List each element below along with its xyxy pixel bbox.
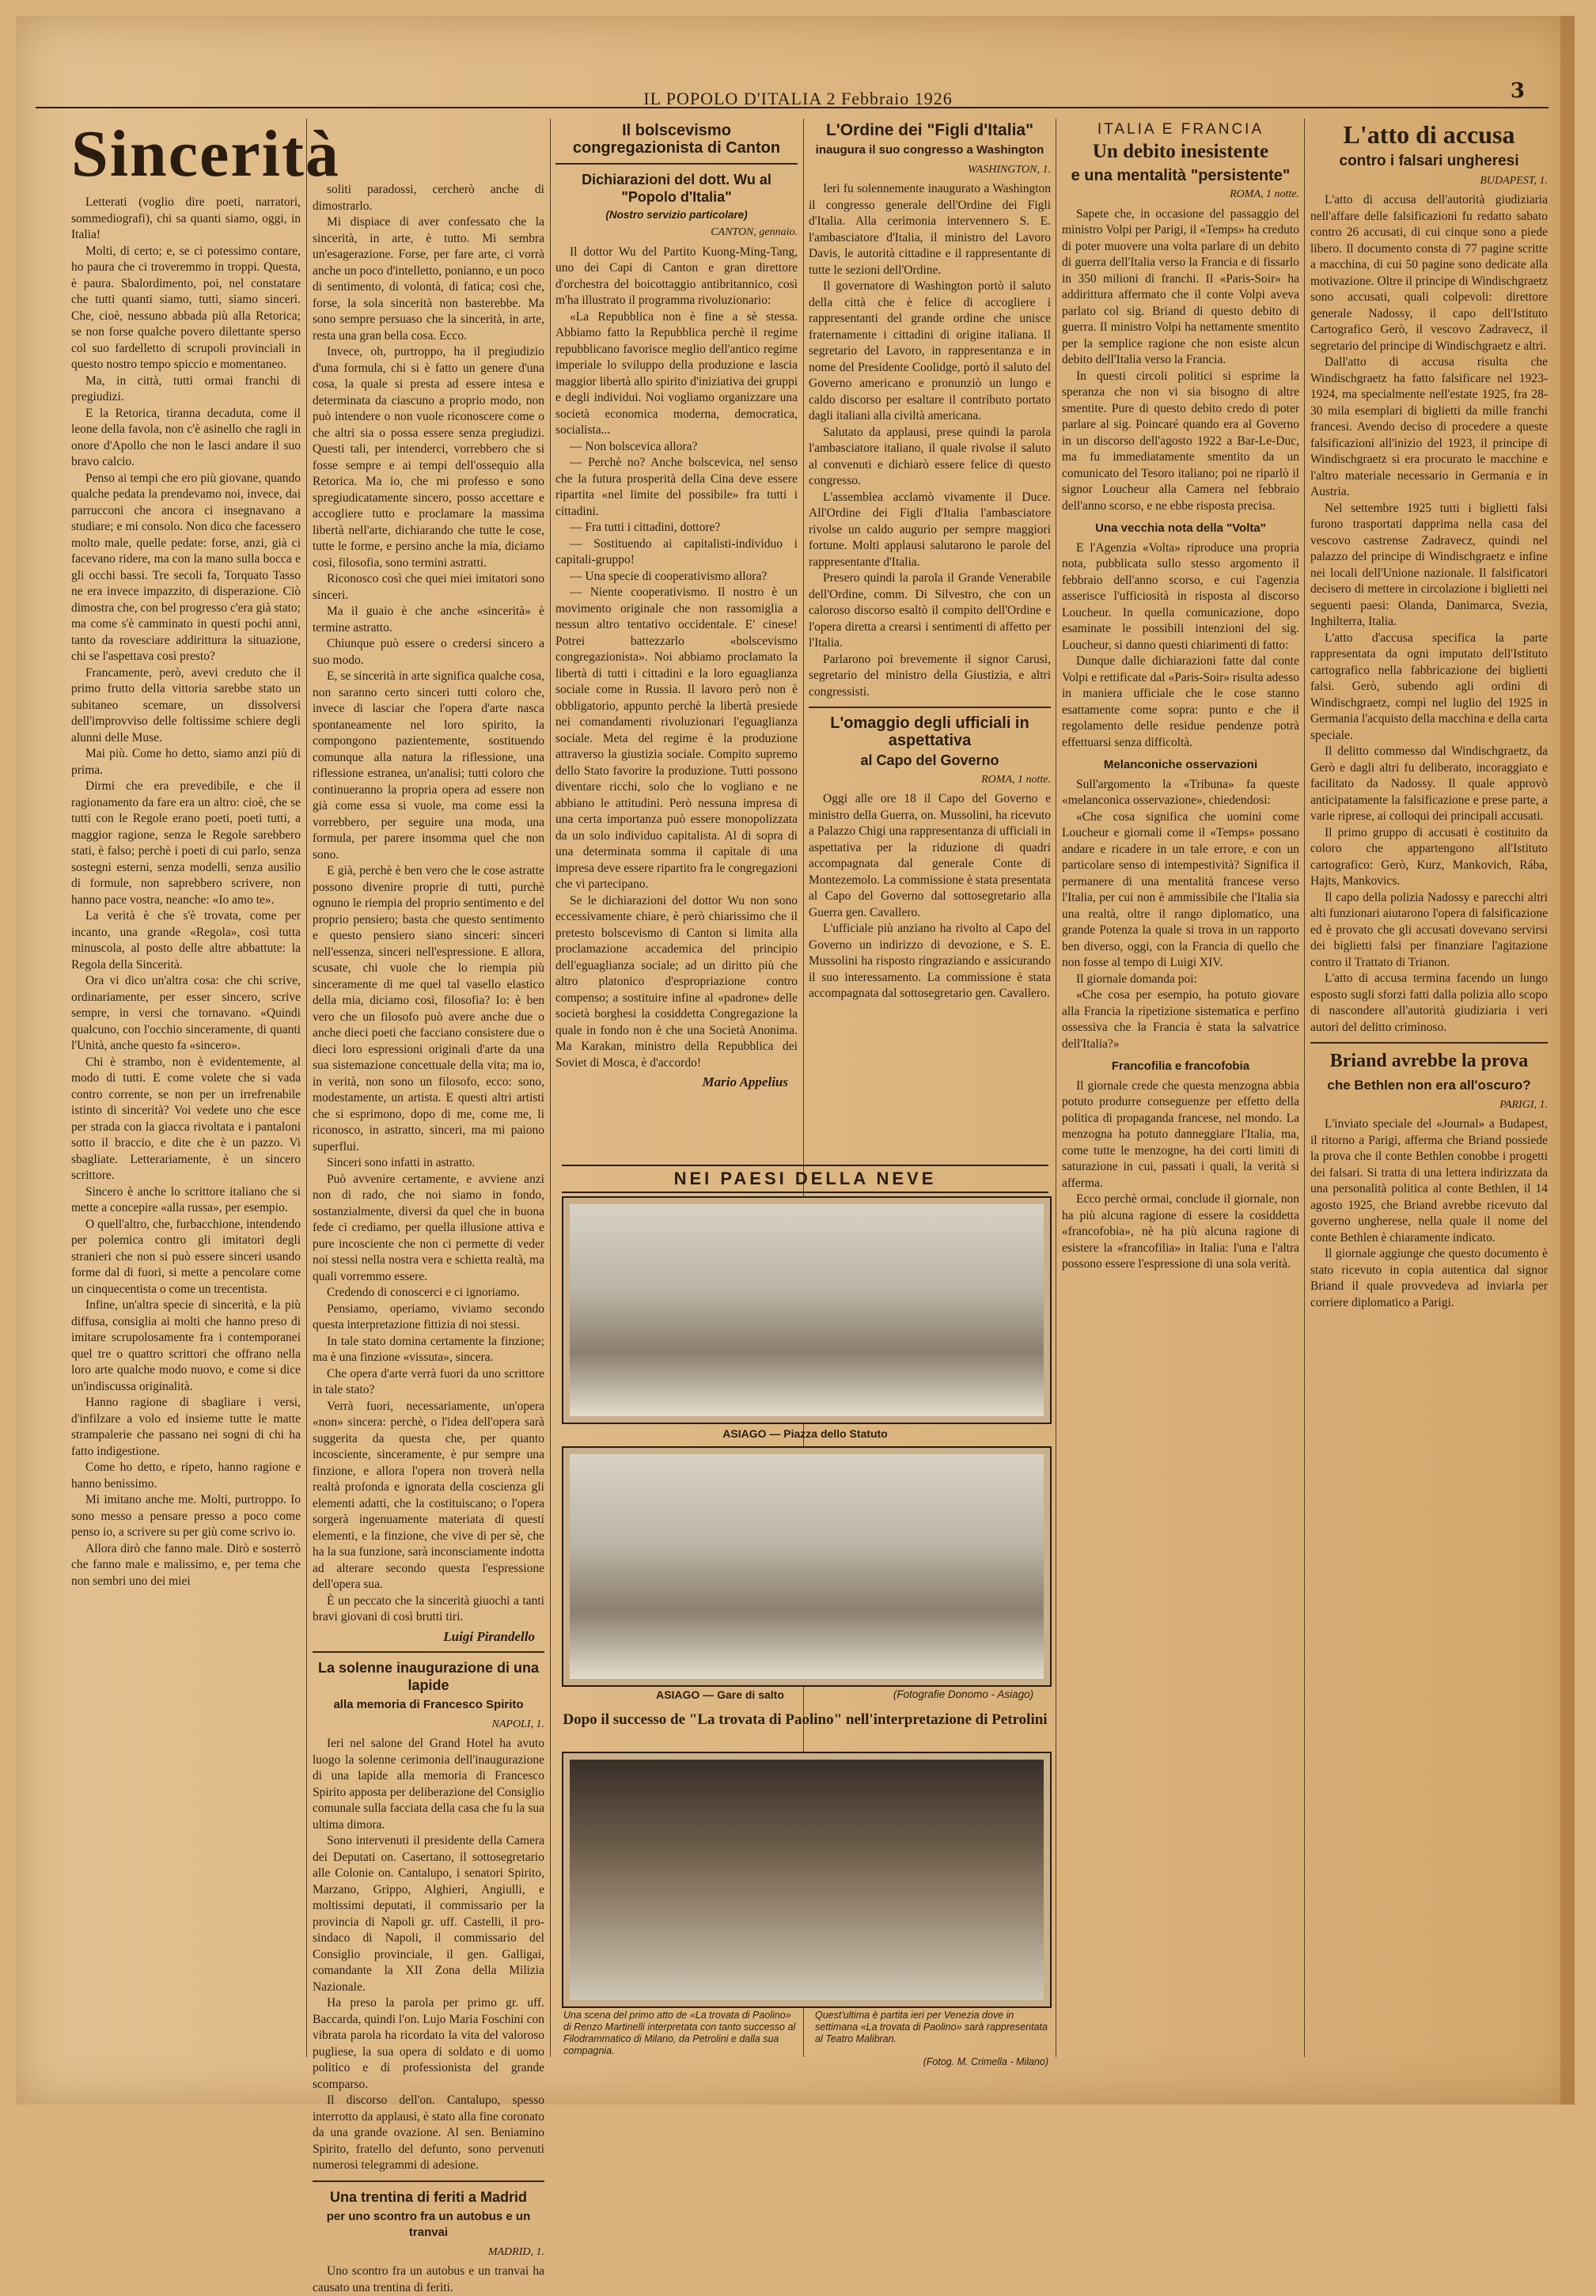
- article-title: Un debito inesistente: [1092, 140, 1269, 162]
- column-rule: [1304, 119, 1305, 2057]
- paragraph: — Perchè no? Anche bolscevica, nel senso che la futura prosperità della Cina deve essere ripartita «nel limite del possibile» fra tutti i cittadini.: [555, 456, 798, 518]
- paragraph: Dirmi che era prevedibile, e che il ragionamento da fare era un altro: cioè, che se tutti con le Regole erano poeti, poeti tutti, a maggior ragione, senza le Regole sarebbero stati, è falso; perchè i poeti di cui parlo, senza sostegni esterni, senza modelli, senza ausilio di formule, non saprebbero scrivere, non hanno pace vostra, neanche: «Io amo te».: [71, 779, 301, 907]
- paragraph: Oggi alle ore 18 il Capo del Governo e ministro della Guerra, on. Mussolini, ha ricevuto a Palazzo Chigi una rappresentanza di ufficiali in aspettativa per la riduzione di quadri accompagnata dal generale Conte di Montezemolo. La commissione è stata presentata al Capo del Governo dal sottosegretario alla Guerra gen. Cavallero.: [809, 792, 1051, 919]
- dateline: WASHINGTON, 1.: [968, 163, 1051, 176]
- photo-section-title: NEI PAESI DELLA NEVE: [562, 1165, 1048, 1193]
- article-subtitle: inaugura il suo congresso a Washington: [815, 143, 1044, 157]
- paragraph: Nel settembre 1925 tutti i biglietti falsi furono trasportati dapprima nella casa del vescovo castrense Zadravecz, quindi nel palazzo del principe di Windischgraetz e infine nei locali dell'Unione nazionale. Il falsificatori decisero di mettere in circolazione i biglietti nei seguenti paesi: Olanda, Danimarca, Svezia, Inghilterra, Italia.: [1310, 501, 1548, 628]
- section-heading: Francofilia e francofobia: [1111, 1059, 1250, 1073]
- paragraph: E già, perchè è ben vero che le cose astratte possono divenire proprie di tutti, purchè ognuno le riempia del proprio sentimento e del proprio pensiero; basta che questo sentimento e questo pensiero siano sinceri: sinceri nell'essenza, sinceri nell'espressione. E allora, scusate, chi vuole che lo riempia più sinceramente di me quel tal vasello elastico della mia, diciamo così, filosofia? Io: è ben vero che un filosofo può avere anche due o anche dieci poeti che facciano consistere due o dieci loro espressioni originali d'arte da una sua sistemazione concettuale della vita; ma io, in verità, non sono un filosofo, ecco: sono, modestamente, un artista. E questi altri artisti che si esprimono, dopo di me, come me, li riconosco, in astratto, sinceri, ma mi paiono superflui.: [313, 864, 544, 1154]
- separator: [809, 707, 1051, 708]
- article-subtitle: per uno scontro fra un autobus e un tranvai: [326, 2209, 531, 2239]
- paragraph: L'atto di accusa dell'autorità giudiziaria nell'affare delle falsificazioni fu redatto sabato contro 26 accusati, di cui cinque sono a piede libero. Il documento consta di 77 pagine scritte a macchina, di cui 50 pagine sono dedicate alla motivazione. Oltre il principe di Windischgraetz sono accusati, quali colpevoli: direttore generale Nadossy, il capo dell'Istituto Cartografico Gerò, il vescovo Zadravecz, il segretario del principe di Windischgraetz e altri.: [1310, 193, 1548, 353]
- paragraph: Presero quindi la parola il Grande Venerabile dell'Ordine, comm. Di Silvestro, che con un caloroso discorso esaltò il compito dell'Ordine e l'opera diretta a crearsi i sentimenti di affetto per l'Italia.: [809, 571, 1051, 650]
- paragraph: Francamente, però, avevi creduto che il primo frutto della vittoria sarebbe stato un subitaneo scemare, un dissolversi dell'improvviso delle foltissime schiere degli alunni delle Muse.: [71, 665, 301, 744]
- paragraph: In tale stato domina certamente la finzione; ma è una finzione «vissuta», sincera.: [313, 1334, 544, 1364]
- paragraph: «La Repubblica non è fine a sè stessa. Abbiamo fatto la Repubblica perchè il regime repubblicano favorisce meglio dell'antico regime imperiale lo sviluppo della produzione e lascia maggior libertà allo spirito d'iniziativa dei gruppi e degli individui. Noi vogliamo organizzare una società economica moderna, democratica, socialista...: [555, 309, 798, 437]
- paragraph: Sinceri sono infatti in astratto.: [327, 1156, 476, 1169]
- paragraph: Il delitto commesso dal Windischgraetz, da Gerò e dagli altri fu deliberato, incoraggiato e facilitato da Nadossy. Il quale approvò anticipatamente la falsificazione e prese parte, a varie riprese, ai colloqui dei principali accusati.: [1310, 744, 1548, 823]
- photo-caption-right: Quest'ultima è partita ieri per Venezia dove in settimana «La trovata di Paolino» sarà rappresentata al Teatro Malibran.: [815, 2010, 1048, 2044]
- paragraph: Ecco perchè ormai, conclude il giornale, non ha più alcuna ragione di essere la cosiddetta «francofobia», nè ha più alcuna ragione di esistere la «francofilia» in Italia: l'una e l'altra possono essere l'espressione di una sola verità.: [1062, 1192, 1299, 1271]
- byline: Luigi Pirandello: [443, 1628, 535, 1644]
- paragraph: Ma il guaio è che anche «sincerità» è termine astratto.: [313, 604, 544, 635]
- dateline: PARIGI, 1.: [1499, 1098, 1548, 1111]
- section-heading: Una vecchia nota della "Volta": [1095, 521, 1266, 535]
- paragraph: L'inviato speciale del «Journal» a Budapest, il ritorno a Parigi, afferma che Briand possiede la prova che il conte Bethlen conobbe i progetti dei falsari. Si tratta di una lettera indirizzata da una personalità politica al conte Bethlen, il 14 agosto 1925, che Briand avrebbe ricevuto dal governo ungherese, nella quale il nome del conte Bethlen è chiaramente indicato.: [1310, 1117, 1548, 1245]
- photo-asiago-salto: [562, 1446, 1052, 1687]
- column-5: [1062, 119, 1299, 2057]
- kicker: ITALIA E FRANCIA: [1097, 121, 1264, 138]
- paragraph: In questi circoli politici si esprime la speranza che non vi sia bisogno di altre smentite. Pure di questo debito credo di poter parlare al sig. Poincaré quando era al Governo in un discorso dell'agosto 1922 a Bar-Le-Duc, ma fu immediatamente smentito da un comunicato del Tesoro italiano; poi ne riparlò il signor Loucheur alla Camera nel febbraio dell'anno scorso, e ne ebbe risposta precisa.: [1062, 369, 1299, 513]
- article-title: Sincerità: [71, 117, 340, 191]
- dateline: NAPOLI, 1.: [491, 1718, 544, 1730]
- photo-asiago-piazza: [562, 1196, 1052, 1424]
- paragraph: La verità è che s'è trovata, come per incanto, una grande «Regola», così tutta minuscola, al posto delle altre abbattute: la Regola della Sincerità.: [71, 909, 301, 972]
- article-subtitle: che Bethlen non era all'oscuro?: [1327, 1078, 1531, 1093]
- photo-caption-left: Una scena del primo atto de «La trovata di Paolino» di Renzo Martinelli interpretata con tanto successo al Filodrammatico di Milano, da Petrolini e dalla sua compagnia.: [563, 2010, 796, 2056]
- paragraph: — Sostituendo ai capitalisti-individuo i capitali-gruppo!: [555, 536, 798, 566]
- paragraph: Il discorso dell'on. Cantalupo, spesso interrotto da applausi, è stato alla fine coronato da una grande ovazione. Al sen. Beniamino Spirito, fratello del defunto, sono pervenuti numerosi telegrammi di adesione.: [313, 2093, 544, 2172]
- paragraph: Letterati (voglio dire poeti, narratori, sommediografi), chi sa quanti siamo, oggi, in Italia!: [71, 195, 301, 241]
- paragraph: Riconosco così che quei miei imitatori sono sinceri.: [313, 572, 544, 602]
- paragraph: — Niente cooperativismo. Il nostro è un movimento originale che non rassomiglia a nessun altro tentativo occidentale. E' cinese! Potrei battezzarlo «bolscevismo congregazionista». Noi abbiamo proclamato la libertà di tutti i cittadini e la loro eguaglianza sociale come in Russia. Il lavoro però non è obbligatorio, appunto perchè la libertà presiede nei comandamenti rivoluzionari l'eguaglianza sociale. Meta del regime è la produzione attraverso la giustizia sociale. Compito supremo dello Stato favorire la produzione. Tutti possono diventare ricchi, solo che lo vogliano e ne abbiano le attitudini. Però nessuna impresa di una certa importanza può essere monopolizzata da un solo individuo capitalista. Al di sopra di una determinata somma il capitale di una impresa deve essere ripartito fra le congregazioni che vi partecipano.: [555, 585, 798, 891]
- article-title: L'atto di accusa: [1343, 120, 1515, 149]
- paragraph: L'atto d'accusa specifica la parte rappresentata da ogni imputato dell'Istituto cartografico nella fabbricazione dei biglietti falsi. Gerò, subendo agli ordini di Windischgraetz, compì nel luglio del 1925 in Germania l'acquisto della macchina e della carta speciale.: [1310, 631, 1548, 742]
- article-title: Briand avrebbe la prova: [1329, 1051, 1529, 1071]
- paragraph: Pensiamo, operiamo, viviamo secondo questa interpretazione fittizia di noi stessi.: [313, 1301, 544, 1332]
- paragraph: Sull'argomento la «Tribuna» fa queste «melanconica osservazione», chiedendosi:: [1062, 777, 1299, 807]
- column-2: [313, 119, 544, 2294]
- paragraph: Può avvenire certamente, e avviene anzi non di rado, che noi siamo in fondo, sostanzialmente, diversi da quel che in buona fede ci crediamo, per quella illusione attiva e pure incosciente che non ci permette di veder noi stessi nella nostra vera e schietta realtà, ma quali vorremmo essere.: [313, 1172, 544, 1283]
- paragraph: — Non bolscevica allora?: [570, 439, 698, 453]
- separator: [1310, 1042, 1548, 1044]
- paragraph: Hanno ragione di sbagliare i versi, d'infilzare a volo ed insieme tutte le matte strampalerie che passano nei sogni di chi ha fatto indigestione.: [71, 1396, 301, 1458]
- paragraph: Che opera d'arte verrà fuori da uno scrittore in tale stato?: [313, 1366, 544, 1396]
- section-heading: Melanconiche osservazioni: [1103, 758, 1258, 771]
- dateline: MADRID, 1.: [487, 2245, 544, 2258]
- article-title: Una trentina di feriti a Madrid: [329, 2188, 528, 2205]
- article-subtitle: al Capo del Governo: [860, 752, 999, 768]
- paragraph: Ora vi dico un'altra cosa: che chi scrive, ordinariamente, per esser sincero, scrive sempre, in versi che tornavano. «Quindi qualcuno, con l'occhio sinceramente, di quanti l'Unità, anche questo fa «sincero».: [71, 974, 301, 1052]
- paragraph: Il giornale crede che questa menzogna abbia potuto produrre conseguenze per effetto della politica di propaganda francese, nel mondo. La menzogna ha potuto danneggiare l'Italia, ma, come tutte le menzogne, ha dei corti limiti di saturazione in cui, passati i quali, la verità si afferma.: [1062, 1078, 1299, 1190]
- paragraph: Sono intervenuti il presidente della Camera dei Deputati on. Casertano, il sottosegretario alle Colonie on. Cantalupo, i senatori Spirito, Marzano, Grippo, Alghieri, Angiulli, e moltissimi deputati, il commissario per la provincia di Napoli gr. uff. Castelli, il pro-sindaco di Napoli, il commissario del Consiglio provinciale, il gen. Galligai, comandante la XII Zona della Milizia Nazionale.: [313, 1834, 544, 1994]
- article-subtitle: Dichiarazioni del dott. Wu al "Popolo d'Italia": [582, 172, 771, 205]
- paragraph: «Che cosa significa che uomini come Loucheur e giornali come il «Temps» possano andare e ricadere in un tale errore, e con un particolare senso di intempestività? Significa il permanere di una mentalità francese verso l'Italia, per cui non è ammissibile che l'Italia sia una realtà, oltre il rango diplomatico, una grande Potenza la quale si trova in un rapporto ben diverso, oggi, con la Francia di quello che non fosse al tempo di Luigi XIV.: [1062, 809, 1299, 969]
- photo-credit: (Fotog. M. Crimella - Milano): [923, 2056, 1048, 2067]
- paragraph: Mi dispiace di aver confessato che la sincerità, in arte, è tutto. Mi sembra un'esagerazione. Forse, per fare arte, ci vorrà anche un poco d'intelletto, ponianno, e un poco di sentimento, di volontà, di fatica; così che, forse, la sola sincerità non basterebbe. Ma sono sempre persuaso che la sincerità, in arte, resta una gran bella cosa. Ecco.: [313, 215, 544, 343]
- paragraph: O quell'altro, che, furbacchione, intendendo per polemica contro gli imitatori degli stranieri che non si può essere sinceri usando forme dal di fuori, si mette a pencolare come un cinquecentista o come un trecentista.: [71, 1217, 301, 1296]
- photo-credit: (Fotografie Donomo - Asiago): [893, 1688, 1034, 1700]
- paragraph: È un peccato che la sincerità giuochi a tanti bravi giovani di così brutti tiri.: [313, 1593, 544, 1623]
- paragraph: — Una specie di cooperativismo allora?: [570, 569, 768, 583]
- paragraph: Allora dirò che fanno male. Dirò e sosterrò che fanno male e malissimo, e, per tema che non sembri uno dei miei: [71, 1541, 301, 1588]
- article-title: La solenne inaugurazione di una lapide: [317, 1660, 540, 1693]
- paragraph: Ma, in città, tutti ormai franchi di pregiudizi.: [71, 373, 301, 404]
- article-note: (Nostro servizio particolare): [605, 209, 748, 221]
- paragraph: L'ufficiale più anziano ha rivolto al Capo del Governo un indirizzo di devozione, e S. E. Mussolini ha risposto ringraziando e assicurando il suo interessamento. La commissione è stata accompagnata dal sottosegretario gen. Cavallero.: [809, 922, 1051, 1000]
- column-3: [555, 119, 798, 1155]
- paragraph: Ha preso la parola per primo gr. uff. Baccarda, quindi l'on. Lujo Maria Foschini con vibrata parola ha ricordato la vita del valoroso pugliese, la sua opera di soldato e di uomo politico e di professionista del grande scomparso.: [313, 1996, 544, 2091]
- paragraph: L'atto di accusa termina facendo un lungo esposto sugli sforzi fatti dalla polizia allo scopo di nascondere all'autorità giudiziaria i veri autori del delitto criminoso.: [1310, 972, 1548, 1034]
- paragraph: Uno scontro fra un autobus e un tranvai ha causato una trentina di feriti.: [313, 2264, 544, 2294]
- column-rule: [306, 119, 307, 2057]
- dateline: CANTON, gennaio.: [711, 226, 798, 238]
- paragraph: Invece, oh, purtroppo, ha il pregiudizio d'una formula, chi si è fatto un genere d'una cosa, la quale si presta ad essere intesa e determinata da ciascuno a proprio modo, non può intendere o non vuole riconoscere come o che altri sia o possa essere senza pregiudizi. Questi tali, per intenderci, vorrebbero che si fosse sempre e ai tempi dell'ossequio alla Retorica. Ma io, che mi professo e sono spregiudicatamente sincero, posso accettare e accogliere tutto e proclamare la massima libertà nell'arte, dichiarando che tutte le cose, tutte le forme, e persino anche la mia, diciamo così, filosofia, sono termini astratti.: [313, 345, 544, 570]
- paragraph: — Fra tutti i cittadini, dottore?: [570, 521, 721, 534]
- paragraph: Chiunque può essere o credersi sincero a suo modo.: [313, 637, 544, 667]
- paragraph: Il giornale domanda poi:: [1076, 972, 1197, 986]
- article-subtitle: alla memoria di Francesco Spirito: [333, 1698, 524, 1711]
- column-4: [809, 119, 1051, 1155]
- theatre-scene-photo: [570, 1760, 1044, 2000]
- paragraph: Chi è strambo, non è evidentemente, al modo di tutti. E come volete che si vada contro corrente, se non per un irrefrenabile istinto di sincerità? Voi vedete uno che esce per strada con la giacca rivoltata e i pantaloni sotto il braccio, e dite che è un pazzo. Vi sbagliate. Letterariamente, è un sincero scrittore.: [71, 1055, 301, 1182]
- paragraph: Verrà fuori, necessariamente, un'opera «non» sincera: perchè, o l'idea dell'opera sarà suggerita da questa che, per quanto incosciente, sinceramente, è pur sempre una finzione, e allora l'opera non troverà nella realtà profonda e ignorata della coscienza gli elementi adatti, che la costituiscano; o l'opera sorgerà ingenuamente materiata di questi elementi, e la finzione, che vive di per sè, che ha la sua funzione, sarà inconsciamente indotta ad alterare secondo questa l'espressione dell'opera sua.: [313, 1399, 544, 1591]
- ski-jump-photo: [570, 1454, 1044, 1679]
- dateline: ROMA, 1 notte.: [1230, 188, 1299, 200]
- page-edge: [1560, 16, 1575, 2105]
- byline: Mario Appelius: [702, 1074, 788, 1089]
- paragraph: E l'Agenzia «Volta» riproduce una propria nota, pubblicata sullo stesso argomento il febbraio dell'anno scorso, e cui l'agenzia asserisce l'ufficiosità in risposta al discorso Loucheur. In quella comunicazione, dopo esaminate le possibili intenzioni del sig. Loucheur, si danno questi chiarimenti di fatto:: [1062, 540, 1299, 652]
- page-number: 3: [1510, 79, 1525, 103]
- separator: [313, 2180, 544, 2182]
- paragraph: Come ho detto, e ripeto, hanno ragione e hanno benissimo.: [71, 1461, 301, 1491]
- snow-town-photo: [570, 1204, 1044, 1416]
- paragraph: soliti paradossi, cercherò anche di dimostrarlo.: [313, 183, 544, 213]
- article-title: Il bolscevismo congregazionista di Canton: [572, 122, 781, 157]
- article-subtitle: e una mentalità "persistente": [1071, 166, 1291, 184]
- column-rule: [550, 119, 551, 2057]
- masthead-rule: [36, 107, 1549, 108]
- masthead: IL POPOLO D'ITALIA 2 Febbraio 1926: [643, 89, 953, 108]
- article-subtitle: contro i falsari ungheresi: [1339, 153, 1519, 169]
- paragraph: Dall'atto di accusa risulta che Windischgraetz ha fatto falsificare nel 1923-1924, ma specialmente nell'estate 1925, fra 28-30 mila esemplari di biglietti da mille franchi francesi. Avendo deciso di procedere a queste falsificazioni all'inizio del 1923, il principe di Windischgraetz si era procurato le macchine e l'altro materiale necessario in Germania e in Austria.: [1310, 355, 1548, 498]
- paragraph: Sapete che, in occasione del passaggio del ministro Volpi per Parigi, il «Temps» ha creduto di poter muovere una volta parlare di un debito di guerra dell'Italia verso la Francia e di fissarlo in 350 milioni di franchi. Il «Paris-Soir» ha addirittura affermato che il conte Volpi aveva parlato col sig. Briand di questo debito di guerra. Il ministro Volpi ha nettamente smentito per la semplice ragione che non esiste alcun debito dell'Italia verso la Francia.: [1062, 206, 1299, 366]
- paragraph: Infine, un'altra specie di sincerità, e la più diffusa, consiglia ai molti che hanno preso di imitare scrupolosamente fra i contemporanei quel tre o quattro scrittori che offrano nella loro arte qualche modo nuovo, e come si dice un'indiscussa originalità.: [71, 1298, 301, 1393]
- paragraph: Ieri nel salone del Grand Hotel ha avuto luogo la solenne cerimonia dell'inaugurazione di una lapide alla memoria di Francesco Spirito apposta per deliberazione del Consiglio comunale sulla facciata della casa che fu la sua ultima dimora.: [313, 1737, 544, 1832]
- paragraph: Il giornale aggiunge che questo documento è stato ricevuto in copia autentica dal signor Briand il quale provvedeva ad inviarla per corriere diplomatico a Parigi.: [1310, 1247, 1548, 1309]
- paragraph: Ieri fu solennemente inaugurato a Washington il congresso generale dell'Ordine dei Figli d'Italia. Alla cerimonia intervennero S. E. l'ambasciatore d'Italia, il ministro del Lavoro Davis, le autorità cittadine e il rappresentante di tutte le sezioni dell'Ordine.: [809, 182, 1051, 277]
- separator: [555, 163, 798, 165]
- paragraph: «Che cosa per esempio, ha potuto giovare alla Francia la ripetizione sistematica e perfino ossessiva che la Francia è stata la salvatrice dell'Italia?»: [1062, 988, 1299, 1051]
- paragraph: E la Retorica, tiranna decaduta, come il leone della favola, non c'è asinello che ragli in onore d'Apollo che non le lasci andare il suo bravo calcio.: [71, 406, 301, 468]
- paragraph: Il dottor Wu del Partito Kuong-Ming-Tang, uno dei Capi di Canton e gran direttore d'orchestra del boicottaggio antibritannico, così m'ha illustrato il programma rivoluzionario:: [555, 244, 798, 307]
- photo-caption: ASIAGO — Piazza dello Statuto: [722, 1427, 888, 1440]
- dateline: BUDAPEST, 1.: [1480, 174, 1548, 187]
- paragraph: L'assemblea acclamò vivamente il Duce. All'Ordine dei Figli d'Italia l'ambasciatore rivolse un caldo augurio per sempre maggiori fortune. Molti applausi salutarono le parole del rappresentante d'Italia.: [809, 490, 1051, 569]
- article-title: L'Ordine dei "Figli d'Italia": [825, 121, 1034, 139]
- column-1: [71, 117, 340, 2057]
- paragraph: Penso ai tempi che ero più giovane, quando qualche pedata la prendevamo noi, invece, dai parrucconi che ancora ci insegnavano a studiare; e mi consolo. Non dico che facessero molto male, quelle pedate: forse, anzi, già ci facevano ridere, ma con la mano sulla bocca e gli occhi bassi. Tre secoli fa, Torquato Tasso ne era invece impazzito, di disperazione. Ciò dimostra che, con bel progresso c'era già stato; ma come s'è camminato in questi pochi anni, tanto da rovesciare addirittura la situazione, chi se l'aspettava così presto?: [71, 471, 301, 663]
- paragraph: Se le dichiarazioni del dottor Wu non sono eccessivamente chiare, è però chiarissimo che il pretesto bolscevismo di Canton si limita alla proclamazione accademica del principio dell'eguaglianza sociale; ad un diritto più che altro platonico d'espropriazione contro compenso; a sostituire infine al «padrone» delle società borghesi la cosiddetta Congregazione la quale in fondo non è che una Società Anonima. Ma Karakan, ministro della Repubblica dei Soviet di Mosca, è d'accordo!: [555, 893, 798, 1070]
- paragraph: Credendo di conoscerci e ci ignoriamo.: [327, 1286, 520, 1299]
- photo-theatre: [562, 1752, 1052, 2008]
- article-title: L'omaggio degli ufficiali in aspettativa: [830, 714, 1029, 749]
- paragraph: Mai più. Come ho detto, siamo anzi più di prima.: [71, 747, 301, 777]
- column-6: [1310, 119, 1548, 2057]
- separator: [313, 1651, 544, 1653]
- paragraph: Salutato da applausi, prese quindi la parola l'ambasciatore italiano, il quale rivolse il saluto al convenuti e dichiarò essere felice di questo congresso.: [809, 425, 1051, 487]
- paragraph: Il governatore di Washington portò il saluto della città che è felice di accogliere i rappresentanti del grande ordine che unisce fraternamente i cittadini di origine italiana. Il segretario del Lavoro, in rappresentanza e in nome del Presidente Coolidge, portò il saluto del Governo americano e pronunziò un lungo e caldo discorso per esaltare il contributo portato dagli italiani alla civiltà americana.: [809, 279, 1051, 422]
- paragraph: Mi imitano anche me. Molti, purtroppo. Io sono messo a pensare presso a poco come penso io, a scrivere su per giù come scrivo io.: [71, 1493, 301, 1539]
- theatre-title: Dopo il successo de "La trovata di Paolino" nell'interpretazione di Petrolini: [563, 1711, 1048, 1728]
- paragraph: Il capo della polizia Nadossy e parecchi altri alti funzionari aiutarono l'opera di falsificazione ed è provato che gli accusati dovevano servirsi dei biglietti falsi per finanziare l'agitazione contro il Trattato di Trianon.: [1310, 890, 1548, 969]
- paragraph: Il primo gruppo di accusati è costituito da coloro che appartengono all'Istituto cartografico: Gerò, Kurz, Mankovich, Rába, Hajts, Mankovics.: [1310, 825, 1548, 888]
- photo-caption: ASIAGO — Gare di salto: [656, 1688, 784, 1701]
- paragraph: E, se sincerità in arte significa qualche cosa, non saranno certo sinceri tutti coloro che, invece di lasciar che l'opera d'arte nasca spontaneamente nel loro spirito, la compongono pazientemente, sostituendo comunque alla natura la riflessione, una riflessione estranea, un'analisi; tutti coloro che continueranno la propria opera ad essere non già come essa si vuole, ma come essi la vorrebbero, per seguire una moda, una formula, per parere insomma quel che non sono.: [313, 669, 544, 862]
- paragraph: Parlarono poi brevemente il signor Carusi, segretario del ministro della Giustizia, e altri congressisti.: [809, 652, 1051, 699]
- title-spacer: [313, 119, 544, 182]
- dateline: ROMA, 1 notte.: [981, 773, 1051, 786]
- paragraph: Molti, di certo; e, se ci potessimo contare, ho paura che ci troveremmo in troppi. Questa, è paura. Sbalordimento, poi, nel constatare che tutti quanti siamo, tutti, siamo sinceri. Che, cioè, nessuno abbada più alla Retorica; se non forse qualche povero dilettante sperso col suo fardelletto di scrupoli provinciali in questo nostro tempo spiccio e momentaneo.: [71, 244, 301, 371]
- paragraph: Sincero è anche lo scrittore italiano che si mette a concepire «alla russa», per esempio.: [71, 1184, 301, 1214]
- paragraph: Dunque dalle dichiarazioni fatte dal conte Volpi e rettificate dal «Paris-Soir» risulta adesso in maniera ufficiale che le cose stanno esattamente come sopra: punto e che il regolamento delle residue pendenze potrà effettuarsi senza difficoltà.: [1062, 654, 1299, 749]
